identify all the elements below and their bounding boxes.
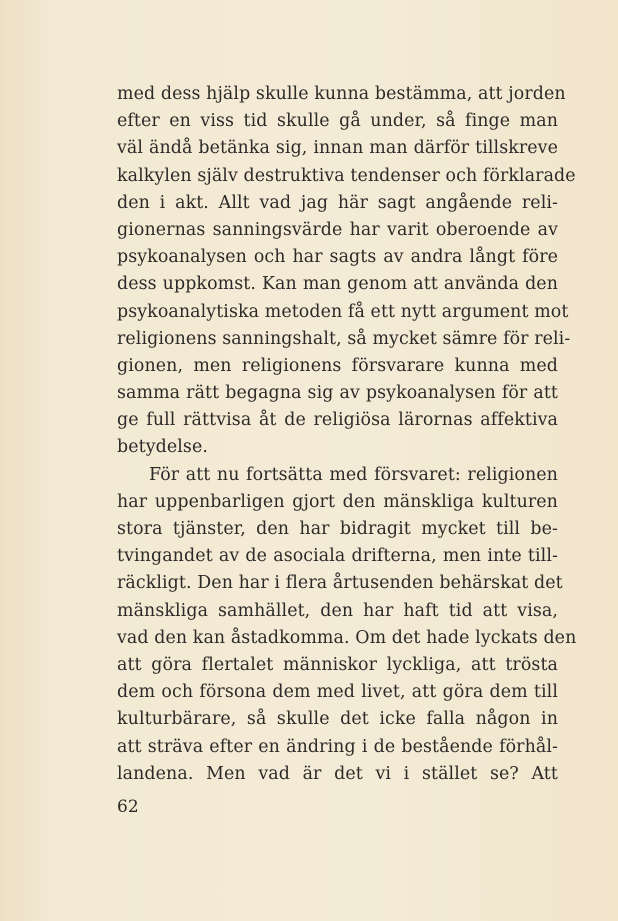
text-line: gionen, men religionens försvarare kunna med	[117, 355, 558, 376]
text-line: med dess hjälp skulle kunna bestämma, att jorden	[117, 84, 566, 104]
text-line: ge full rättvisa åt de religiösa lärornas affektiva	[117, 410, 558, 431]
text-line: kalkylen själv destruktiva tendenser och förklarade	[117, 165, 576, 186]
text-line: stora tjänster, den har bidragit mycket till be-	[117, 519, 558, 539]
text-line: kulturbärare, så skulle det icke falla någon in	[117, 709, 558, 730]
text-line: tvingandet av de asociala drifterna, men inte till-	[117, 546, 558, 567]
text-line: dess uppkomst. Kan man genom att använda den	[117, 274, 558, 295]
text-line: dem och försona dem med livet, att göra dem till	[117, 682, 558, 703]
text-line: den i akt. Allt vad jag här sagt angående reli-	[117, 192, 558, 213]
text-line: vad den kan åstadkomma. Om det hade lyckats den	[117, 627, 577, 648]
text-line: psykoanalysen och har sagts av andra långt före	[117, 247, 558, 268]
text-line: gionernas sanningsvärde har varit oberoende av	[117, 219, 558, 240]
text-line: efter en viss tid skulle gå under, så finge man	[117, 111, 558, 132]
text-line: landena. Men vad är det vi i stället se? Att	[117, 763, 558, 784]
text-line: att göra flertalet människor lyckliga, att trösta	[117, 654, 558, 675]
text-line: väl ändå betänka sig, innan man därför tillskreve	[117, 138, 558, 159]
text-line: religionens sanningshalt, så mycket sämre för reli-	[117, 328, 571, 349]
text-line: betydelse.	[117, 437, 208, 458]
text-line: psykoanalytiska metoden få ett nytt argument mot	[117, 301, 569, 322]
text-line: samma rätt begagna sig av psykoanalysen för att	[117, 383, 558, 404]
text-line: För att nu fortsätta med försvaret: religionen	[149, 464, 558, 485]
text-line: mänskliga samhället, den har haft tid att visa,	[117, 600, 558, 621]
text-line: har uppenbarligen gjort den mänskliga kulturen	[117, 491, 558, 512]
text-line: räckligt. Den har i flera årtusenden behärskat det	[117, 573, 563, 594]
body-text	[117, 81, 577, 788]
text-line: att sträva efter en ändring i de bestående förhål-	[117, 736, 558, 757]
page-number: 62	[117, 797, 139, 817]
